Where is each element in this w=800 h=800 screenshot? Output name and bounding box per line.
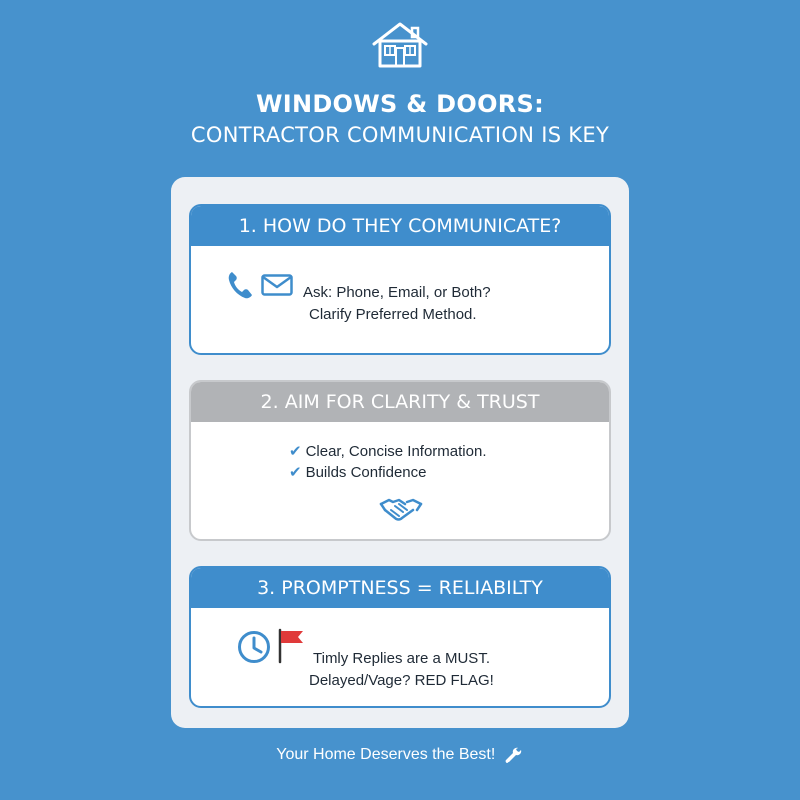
card-title: 2. AIM FOR CLARITY & TRUST (191, 382, 609, 422)
wrench-icon (504, 746, 524, 764)
envelope-icon (261, 274, 293, 296)
clock-icon (237, 630, 271, 664)
card-clarity-trust (189, 380, 611, 541)
footer-text: Your Home Deserves the Best! (276, 746, 496, 764)
house-icon (368, 20, 432, 68)
card-title: 3. PROMPTNESS = RELIABILTY (191, 568, 609, 608)
check-item-label: Builds Confidence (305, 464, 427, 481)
card-communication (189, 204, 611, 355)
card-line: Clarify Preferred Method. (309, 306, 477, 323)
check-item (289, 463, 427, 481)
footer-tagline (0, 746, 800, 764)
phone-icon (227, 270, 253, 300)
card-line: Timly Replies are a MUST. (313, 650, 490, 667)
red-flag-icon (277, 628, 305, 664)
check-icon: ✔ (289, 443, 302, 460)
page-subtitle: CONTRACTOR COMMUNICATION IS KEY (190, 123, 610, 147)
card-line: Ask: Phone, Email, or Both? (303, 284, 491, 301)
card-line: Delayed/Vage? RED FLAG! (309, 672, 494, 689)
card-promptness (189, 566, 611, 708)
check-item-label: Clear, Concise Information. (305, 443, 487, 460)
handshake-icon (379, 496, 423, 524)
check-icon: ✔ (289, 464, 302, 481)
card-title: 1. HOW DO THEY COMMUNICATE? (191, 206, 609, 246)
page-title: WINDOWS & DOORS: (255, 90, 545, 118)
check-item (289, 442, 487, 460)
